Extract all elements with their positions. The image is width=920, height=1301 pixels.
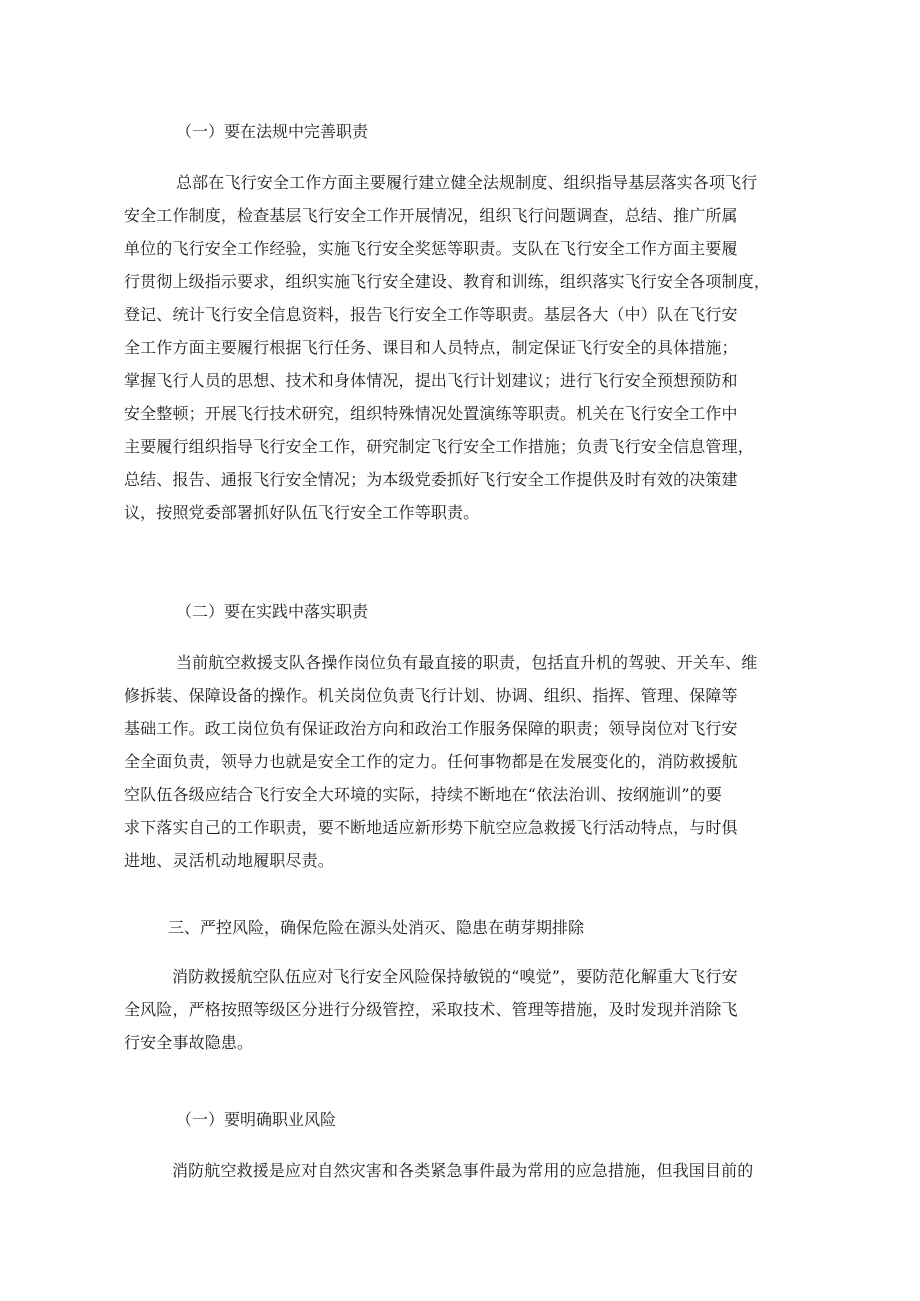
paragraph-line: 进地、灵活机动地履职尽责。 [124,851,334,870]
paragraph-line: 全工作方面主要履行根据飞行任务、课目和人员特点，制定保证飞行安全的具体措施； [124,338,738,357]
paragraph-line: 全全面负责，领导力也就是安全工作的定力。任何事物都是在发展变化的，消防救援航 [124,752,738,771]
paragraph-line: 基础工作。政工岗位负有保证政治方向和政治工作服务保障的职责；领导岗位对飞行安 [124,719,738,738]
paragraph-1 [124,166,804,529]
paragraph-line: 总部在飞行安全工作方面主要履行建立健全法规制度、组织指导基层落实各项飞行 [176,173,758,192]
paragraph-line: 单位的飞行安全工作经验，实施飞行安全奖惩等职责。支队在飞行安全工作方面主要履 [124,239,738,258]
paragraph-line: 行安全事故隐患。 [124,1033,254,1052]
paragraph-line: 行贯彻上级指示要求，组织实施飞行安全建设、教育和训练，组织落实飞行安全各项制度， [124,272,771,291]
paragraph-line: 安全工作制度，检查基层飞行安全工作开展情况，组织飞行问题调查，总结、推广所属 [124,206,738,225]
paragraph-line: 消防航空救援是应对自然灾害和各类紧急事件最为常用的应急措施，但我国目前的 [172,1161,754,1180]
paragraph-line: 求下落实自己的工作职责，要不断地适应新形势下航空应急救援飞行活动特点，与时俱 [124,818,738,837]
paragraph-line: 议，按照党委部署抓好队伍飞行安全工作等职责。 [124,503,480,522]
paragraph-line: 修拆装、保障设备的操作。机关岗位负责飞行计划、协调、组织、指挥、管理、保障等 [124,686,738,705]
paragraph-line: 掌握飞行人员的思想、技术和身体情况，提出飞行计划建议；进行飞行安全预想预防和 [124,371,738,390]
section-heading-3: 三、严控风险，确保危险在源头处消灭、隐患在萌芽期排除 [168,918,585,937]
section-heading-1: （一）要在法规中完善职责 [176,122,369,141]
paragraph-line: 全风险，严格按照等级区分进行分级管控，采取技术、管理等措施，及时发现并消除飞 [124,1000,738,1019]
section-heading-4: （一）要明确职业风险 [176,1110,337,1129]
section-heading-2: （二）要在实践中落实职责 [176,602,369,621]
paragraph-line: 主要履行组织指导飞行安全工作，研究制定飞行安全工作措施；负责飞行安全信息管理， [124,437,754,456]
paragraph-2 [124,646,804,877]
paragraph-line: 登记、统计飞行安全信息资料，报告飞行安全工作等职责。基层各大（中）队在飞行安 [124,305,738,324]
paragraph-line: 消防救援航空队伍应对飞行安全风险保持敏锐的“嗅觉”，要防范化解重大飞行安 [172,967,738,986]
paragraph-line: 总结、报告、通报飞行安全情况；为本级党委抓好飞行安全工作提供及时有效的决策建 [124,470,738,489]
paragraph-line: 空队伍各级应结合飞行安全大环境的实际，持续不断地在“依法治训、按纲施训”的要 [124,785,723,804]
paragraph-4 [124,1154,804,1187]
paragraph-line: 当前航空救援支队各操作岗位负有最直接的职责，包括直升机的驾驶、开关车、维 [176,653,758,672]
paragraph-3 [124,960,804,1059]
paragraph-line: 安全整顿；开展飞行技术研究，组织特殊情况处置演练等职责。机关在飞行安全工作中 [124,404,738,423]
